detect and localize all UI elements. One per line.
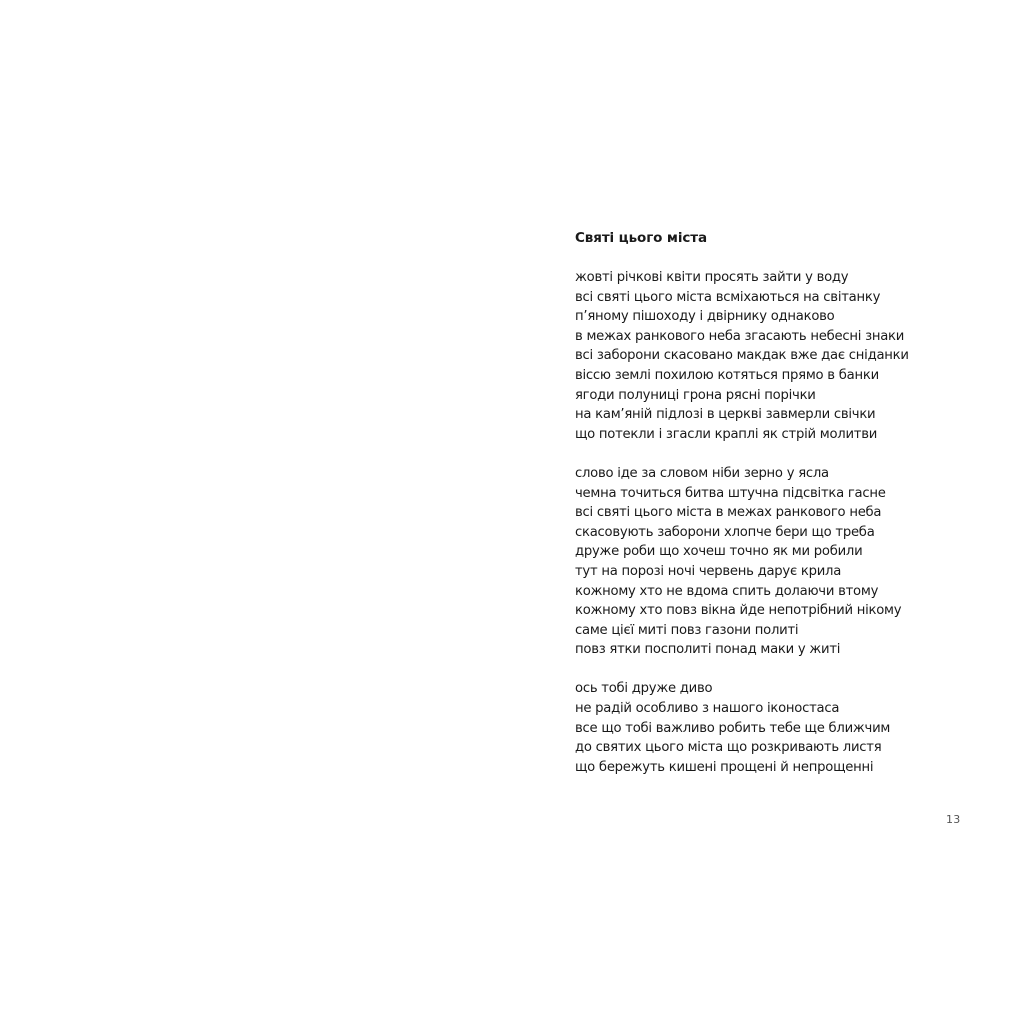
poem-line: на кам’яній підлозі в церкві завмерли свічки <box>575 407 876 423</box>
poem-line: не радій особливо з нашого іконостаса <box>575 701 840 717</box>
poem-line: кожному хто повз вікна йде непотрібний нікому <box>575 603 902 619</box>
stanza-3 <box>575 679 975 777</box>
poem-title: Святі цього міста <box>575 230 708 246</box>
stanza-2 <box>575 464 975 660</box>
poem-line: ягоди полуниці грона рясні порічки <box>575 387 816 403</box>
poem-line: в межах ранкового неба згасають небесні знаки <box>575 328 905 344</box>
poem-line: що бережуть кишені прощені й непрощенні <box>575 759 874 775</box>
poem-line: всі святі цього міста всміхаються на світанку <box>575 289 881 305</box>
poem-line: друже роби що хочеш точно як ми робили <box>575 544 863 560</box>
poem-line: всі заборони скасовано макдак вже дає сніданки <box>575 348 909 364</box>
poem-line: скасовують заборони хлопче бери що треба <box>575 524 875 540</box>
poem-line: ось тобі друже диво <box>575 681 713 697</box>
poem-line: саме цієї миті повз газони политі <box>575 622 799 638</box>
poem-line: п’яному пішоходу і двірнику однаково <box>575 309 835 325</box>
poem-line: все що тобі важливо робить тебе ще ближчим <box>575 720 891 736</box>
stanza-1 <box>575 268 975 444</box>
poem-line: повз ятки посполиті понад маки у житі <box>575 642 841 658</box>
page-number: 13 <box>946 813 961 826</box>
poem-line: віссю землі похилою котяться прямо в банки <box>575 367 879 383</box>
poem-line: до святих цього міста що розкривають листя <box>575 740 882 756</box>
poem-line: слово іде за словом ніби зерно у ясла <box>575 465 829 481</box>
poem-line: жовті річкові квіти просять зайти у воду <box>575 270 849 285</box>
poem <box>575 229 975 797</box>
poem-line: що потекли і згасли краплі як стрій молитви <box>575 426 878 442</box>
poem-line: тут на порозі ночі червень дарує крила <box>575 563 842 579</box>
poem-line: всі святі цього міста в межах ранкового неба <box>575 505 882 521</box>
poem-line: кожному хто не вдома спить долаючи втому <box>575 583 879 599</box>
poem-line: чемна точиться битва штучна підсвітка гасне <box>575 485 886 501</box>
